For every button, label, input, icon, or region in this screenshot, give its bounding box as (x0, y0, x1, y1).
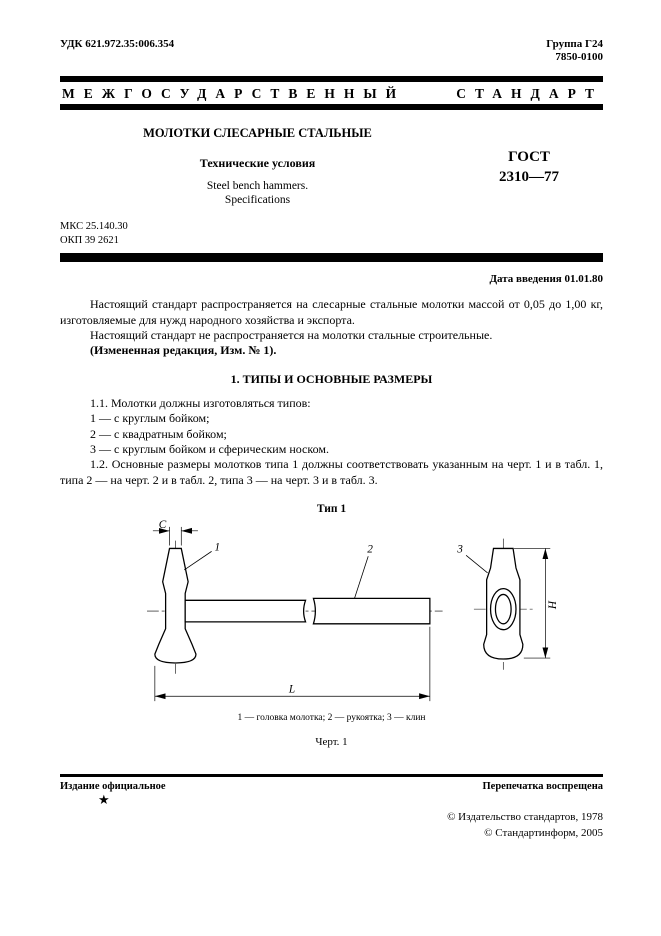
banner-rule-bottom (60, 104, 603, 110)
gost-number: 2310—77 (499, 169, 559, 186)
dim-l-label: L (288, 683, 295, 696)
gost-column (455, 126, 603, 208)
callout-leaders (184, 551, 487, 598)
gost-designation (499, 147, 559, 188)
effective-date-value: 01.01.80 (564, 273, 603, 286)
document-title: МОЛОТКИ СЛЕСАРНЫЕ СТАЛЬНЫЕ (143, 126, 372, 141)
figure-type-label: Тип 1 (316, 503, 347, 516)
copyright-block (60, 810, 603, 841)
figure-caption: 1 — головка молотка; 2 — рукоятка; 3 — клин (237, 713, 426, 724)
hammer-drawing (102, 519, 562, 711)
subtitle-english: Specifications (224, 194, 291, 207)
standard-banner (60, 76, 603, 110)
udk-code: УДК 621.972.35:006.354 (60, 38, 175, 50)
doc-code: 7850-0100 (555, 50, 603, 63)
group-label: Группа Г24 (546, 38, 603, 50)
section-divider-bar (60, 253, 603, 262)
paragraph-scope: Настоящий стандарт распространяется на слесарные стальные молотки массой от 0,05 до 1,00 кг, изготовляемые для нужд народного хозяйства и экспорта. (60, 297, 603, 327)
edition-note: Издание официальное (60, 781, 166, 793)
star-icon: ★ (98, 792, 110, 808)
title-column (60, 126, 455, 208)
callout-3-wedge: 3 (456, 543, 463, 556)
gost-label: ГОСТ (508, 148, 550, 165)
copyright-line-2: © Стандартинформ, 2005 (484, 826, 603, 839)
title-english: Steel bench hammers. (206, 180, 309, 193)
type-list-item-3: 3 — с круглым бойком и сферическим носком. (90, 442, 329, 457)
copyright-line-1: © Издательство стандартов, 1978 (447, 811, 603, 824)
callout-1-head: 1 (214, 541, 220, 554)
effective-date (60, 273, 603, 285)
callout-2-handle: 2 (366, 543, 373, 556)
clause-1-1: 1.1. Молотки должны изготовляться типов: (90, 395, 311, 410)
classifier-block (60, 220, 603, 247)
effective-date-label: Дата введения (489, 273, 562, 286)
mks-code: МКС 25.140.30 (60, 220, 128, 232)
group-code-block (546, 38, 603, 63)
section-heading: 1. ТИПЫ И ОСНОВНЫЕ РАЗМЕРЫ (230, 371, 433, 386)
title-block (60, 126, 603, 208)
reprint-note: Перепечатка воспрещена (482, 781, 603, 793)
document-subtitle: Технические условия (199, 156, 316, 171)
wedge-outline (495, 595, 511, 624)
top-reference-row (60, 38, 603, 63)
paragraph-amendment: (Измененная редакция, Изм. № 1). (90, 343, 277, 358)
figure-container (60, 519, 603, 711)
clause-1-2: 1.2. Основные размеры молотков типа 1 должны соответствовать указанным на черт. 1 и в табл. 1, типа 2 — на черт. 2 и в табл. 2, типа 3 — на черт. 3 и в табл. 3. (60, 457, 603, 487)
page-footer (60, 774, 603, 841)
figure-number: Черт. 1 (315, 736, 348, 749)
okp-code: ОКП 39 2621 (60, 234, 119, 246)
paragraph-exclusion: Настоящий стандарт не распространяется на молотки стальные строительные. (90, 327, 493, 342)
standard-word-1: МЕЖГОСУДАРСТВЕННЫЙ (62, 86, 406, 102)
dim-h-label: H (546, 601, 559, 610)
standard-name (60, 82, 603, 104)
dim-c-label: C (158, 519, 166, 532)
handle-right-segment (313, 598, 429, 623)
type-list-item-2: 2 — с квадратным бойком; (90, 426, 227, 441)
footer-notes-row (60, 781, 603, 792)
standard-word-2: СТАНДАРТ (456, 86, 603, 102)
type-list-item-1: 1 — с круглым бойком; (90, 411, 210, 426)
footer-rule (60, 774, 603, 777)
handle-left-segment (185, 600, 305, 622)
document-body (60, 297, 603, 488)
